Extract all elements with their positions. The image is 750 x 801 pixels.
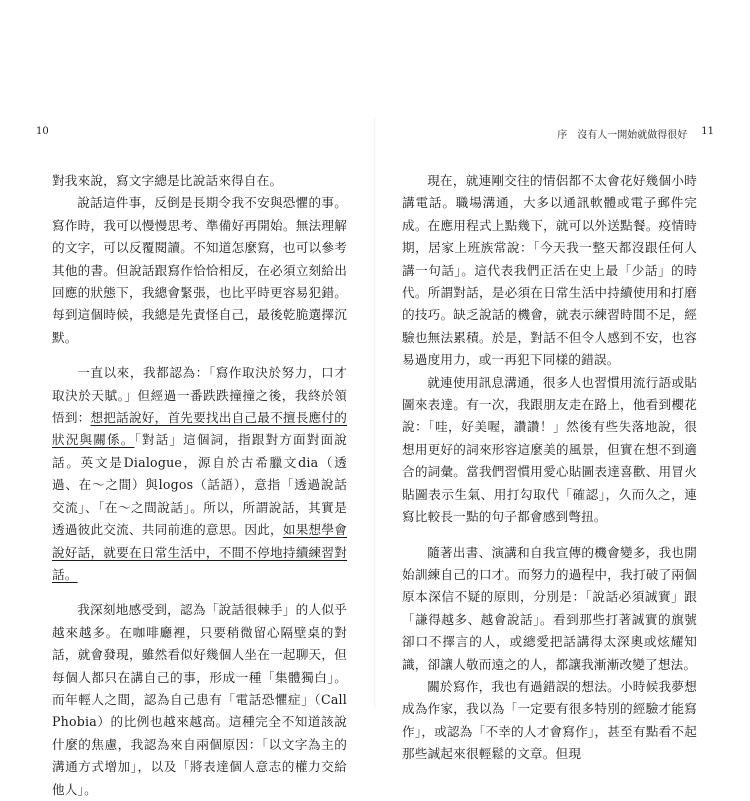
- right-page-number: 11: [701, 126, 714, 137]
- running-head-title: 序 沒有人一開始就做得很好: [557, 130, 688, 141]
- paragraph: [52, 362, 347, 586]
- paragraph: 現在，就連剛交往的情侶都不太會花好幾個小時講電話。職場溝通，大多以通訊軟體或電子郵件完成。在應用程式上點幾下，就可以外送點餐。疫情時期，居家上班族常說：「今天我一整天都沒跟任何人講一句話」。這代表我們正活在史上最「少話」的時代。所謂對話，是必須在日常生活中持續使用和打磨的技巧。缺乏說話的機會，就表示練習時間不足，經驗也無法累積。於是，對話不但令人感到不安，也容易過度用力，或一再犯下同樣的錯誤。: [402, 173, 697, 368]
- paragraph-text: 「對話」這個詞，指跟對方面對面說話。英文是Dialogue，源自於古希臘文dia（透過、在～之間）與logos（話語），意指「透過說話交流」、「在～之間說話」。所以，所謂說話，其實是透過彼此交流、共同前進的意思。因此，: [52, 432, 348, 538]
- paragraph: 就連使用訊息溝通，很多人也習慣用流行語或貼圖來表達。有一次，我跟朋友走在路上，他看到櫻花說：「哇，好美喔，讚讚！」然後有些失落地說，很想用更好的詞來形容這麼美的風景，但實在想不到適合的詞彙。當我們習慣用愛心貼圖表達喜歡、用冒火貼圖表示生氣、用打勾取代「確認」，久而久之，連寫比較長一點的句子都會感到彆扭。: [402, 374, 697, 525]
- paragraph: 關於寫作，我也有過錯誤的想法。小時候我夢想成為作家，我以為「一定要有很多特別的經驗才能寫作」，或認為「不幸的人才會寫作」，甚至有點看不起那些誠起來很輕鬆的文章。但現: [402, 678, 697, 762]
- paragraph-text: 一直以來，我都認為：「寫作取決於努力，口才取決於天賦。」但經過一番跌跌撞撞之後，我終於領悟到：: [52, 365, 347, 426]
- book-gutter: [374, 118, 376, 708]
- paragraph: 隨著出書、演講和自我宣傳的機會變多，我也開始訓練自己的口才。而努力的過程中，我打破了兩個原本深信不疑的原則，分別是：「說話必須誠實」跟「謙得越多、越會說話」。看到那些打著誠實的旗號卻口不擇言的人，或總愛把話講得太深奧或炫耀知識，卻讓人敬而遠之的人，都讓我漸漸改變了想法。: [402, 544, 697, 672]
- paragraph: 說話這件事，反倒是長期令我不安與恐懼的事。寫作時，我可以慢慢思考、準備好再開始。無法理解的文字，可以反覆閱讀。不知道怎麼寫，也可以參考其他的書。但說話跟寫作恰恰相反，在必須立刻給出回應的狀態下，我總會緊張，也比平時更容易犯錯。每到這個時候，我總是先責怪自己，最後乾脆選擇沉默。: [52, 195, 347, 345]
- underlined-text: 如果想學會說好話，就要在日常生活中，不間不停地持續練習對話。: [52, 522, 347, 582]
- left-page-body: [52, 170, 347, 801]
- right-page-body: [402, 170, 697, 766]
- left-page-number: 10: [36, 126, 49, 137]
- underlined-text: 想把話說好，首先要找出自己最不擅長應付的狀況與關係。: [52, 410, 347, 448]
- paragraph: 我深刻地感受到，認為「說話很棘手」的人似乎越來越多。在咖啡廳裡，只要稍微留心隔壁桌的對話，就會發現，雖然看似好幾個人坐在一起聊天，但每個人都只在講自己的事，形成一種「集體獨白」。而年輕人之間，認為自己患有「電話恐懼症」（Call Phobia）的比例也越來越高。這種完全不知道該說什麼的焦慮，我認為來自兩個原因：「以文字為主的溝通方式增加」，以及「將表達個人意志的權力交給他人」。: [52, 602, 347, 797]
- paragraph: 對我來說，寫文字總是比說話來得自在。: [52, 173, 283, 188]
- right-running-head: [557, 126, 714, 141]
